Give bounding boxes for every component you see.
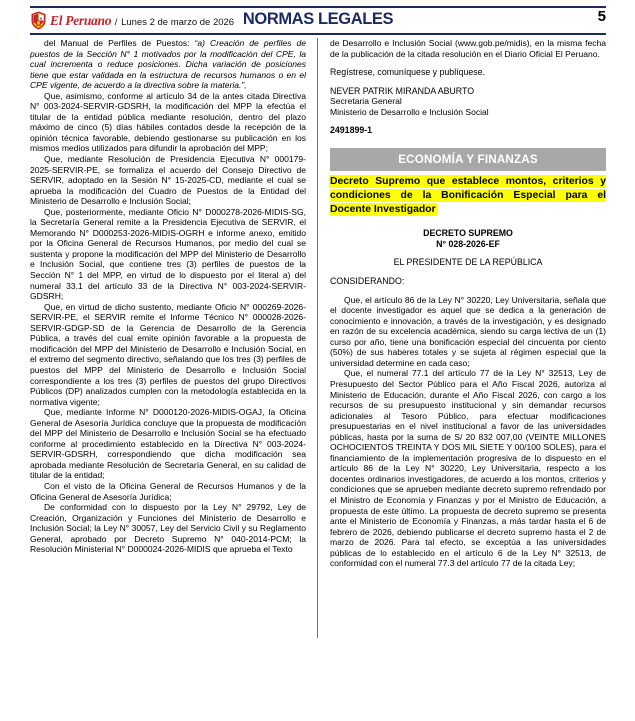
paragraph-manual-perfiles <box>30 38 306 91</box>
paragraph-conformidad: De conformidad con lo dispuesto por la Ley N° 29792, Ley de Creación, Organización y Funciones del Ministerio de Desarrollo e Inclusión Social; la Ley N° 30057, Ley del Servicio Civil y su Reglamento General, aprobado por Decreto Supremo N° 040-2014-PCM; la Resolución Ministerial N° D000024-2026-MIDIS que aprueba el Texto <box>30 502 306 555</box>
paragraph-quoted-italic: “a) Creación de perfiles de puestos de la Sección N° 1 motivados por la modificación del CPE, la cual incrementa o reduce posiciones. Dicha variación de posiciones tiene que estar validada en la estructura de recursos humanos o en el CPE vigente, de acuerdo a la directiva sobre la materia.”, <box>30 38 306 91</box>
signatory-role: Secretaria General <box>330 96 402 107</box>
publication-date: Lunes 2 de marzo de 2026 <box>121 16 235 28</box>
spacer <box>330 268 606 276</box>
paragraph-que-asimismo: Que, asimismo, conforme al artículo 34 de la antes citada Directiva N° 003-2024-SERVIR-GDSRH, la modificación del MPP la efectúa el titular de la entidad pública mediante resolución, dentro del plazo máximo de cinco (5) días hábiles contados desde la recepción de la opinión técnica favorable, debiendo gestionarse su publicación en los mismos medios utilizados para difundir la aprobación del MPP; <box>30 90 306 154</box>
considerando-label: CONSIDERANDO: <box>330 276 405 287</box>
brand-name: El Peruano <box>50 12 112 28</box>
paragraph-oficio-278: Que, posteriormente, mediante Oficio N° D000278-2026-MIDIS-SG, la Secretaría General remite a la Presidencia Ejecutiva de SERVIR, el Memorando N° D000253-2026-MIDIS-OGRH e informe anexo, emitido por la Oficina General de Recursos Humanos, por medio del cual se sustenta y propone la modificación del MPP del Ministerio de Desarrollo e Inclusión Social, que contiene tres (3) perfiles de puestos de la Sección N° 1 del MPP, en virtud de lo dispuesto por el literal a) del numeral 33.1 del artículo 33 de la Directiva N° 003-2024-SERVIR-GDSRH; <box>30 206 306 302</box>
spacer <box>330 249 606 257</box>
masthead-section-title: NORMAS LEGALES <box>242 10 394 28</box>
spacer <box>330 216 606 224</box>
document-code: 2491899-1 <box>330 125 373 136</box>
decree-heading: DECRETO SUPREMO <box>423 228 513 239</box>
masthead-rule-bottom <box>30 33 606 35</box>
signatory-name: NEVER PATRIK MIRANDA ABURTO <box>330 85 475 96</box>
paragraph-numeral-77-1: Que, el numeral 77.1 del artículo 77 de la Ley N° 32513, Ley de Presupuesto del Sector Público para el Año Fiscal 2026, autoriza al Ministerio de Educación, durante el Año Fiscal 2026, con cargo a los recursos de su presupuesto institucional y sin demandar recursos adicionales al Tesoro Público, para efectuar modificaciones presupuestarias en el nivel institucional a favor de las universidades públicas, hasta por la suma de S/ 20 832 007,00 (VEINTE MILLONES OCHOCIENTOS TREINTA Y DOS MIL SIETE Y 00/100 SOLES), para el financiamiento de la implementación progresiva de lo dispuesto en el artículo 86 de la Ley N° 30220, Ley Universitaria, respecto a los docentes ordinarios investigadores, de acuerdo a los montos, criterios y condiciones que se aprueben mediante decreto supremo refrendado por el Ministro de Economía y Finanzas y por el Ministro de Educación, a propuesta de este último. La propuesta de decreto supremo se presenta ante el Ministerio de Economía y Finanzas, a más tardar hasta el 6 de febrero de 2026, debiendo publicarse el decreto supremo hasta el 2 de marzo de 2026. Para tal efecto, se exceptúa a las universidades públicas de lo establecido en el artículo 6 de la Ley N° 32513, de conformidad con el numeral 77.3 del artículo 77 de la citada Ley; <box>330 368 606 569</box>
spacer <box>330 59 606 67</box>
decree-title-highlighted <box>330 175 606 216</box>
highlight-span: Decreto Supremo que establece montos, criterios y condiciones de la Bonificación Especial para el Docente Investigador <box>330 176 606 215</box>
paragraph-continuation: de Desarrollo e Inclusión Social (www.gob.pe/midis), en la misma fecha de la publicación de la citada resolución en el Diario Oficial El Peruano. <box>330 38 606 59</box>
signatory-entity: Ministerio de Desarrollo e Inclusión Social <box>330 106 489 117</box>
spacer <box>330 117 606 125</box>
right-column <box>330 38 606 721</box>
paragraph-resolucion-presidencia: Que, mediante Resolución de Presidencia Ejecutiva N° 000179-2025-SERVIR-PE, se formaliza el acuerdo del Consejo Directivo de SERVIR, adoptado en la Sesión N° 15-2025-CD, mediante el cual se aprueba la modificación del Cuadro de Puestos de la Entidad del Ministerio de Desarrollo e Inclusión Social; <box>30 154 306 207</box>
paragraph-visto: Con el visto de la Oficina General de Recursos Humanos y de la Oficina General de Asesoría Jurídica; <box>30 480 306 502</box>
registrese-line: Regístrese, comuníquese y publíquese. <box>330 67 486 78</box>
spacer <box>330 78 606 86</box>
paragraph-articulo-86: Que, el artículo 86 de la Ley N° 30220, Ley Universitaria, señala que el docente investigador es aquel que se dedica a la generación de conocimiento e innovación, a través de la investigación, y es designado en razón de su excelencia académica, siendo su carga lectiva de un (1) curso por año, tiene una bonificación especial del cincuenta por ciento (50%) de sus haberes totales y se sujeta al régimen especial que la universidad determine en cada caso; <box>330 294 606 368</box>
spacer <box>330 136 606 144</box>
column-gutter <box>306 38 330 721</box>
page-masthead <box>30 6 606 36</box>
section-banner-economia-finanzas: ECONOMÍA Y FINANZAS <box>330 148 606 171</box>
column-divider-rule <box>317 38 318 638</box>
decree-number: N° 028-2026-EF <box>436 238 500 249</box>
paragraph-lead-text: del Manual de Perfiles de Puestos: <box>44 38 195 48</box>
paragraph-informe-120: Que, mediante Informe N° D000120-2026-MIDIS-OGAJ, la Oficina General de Asesoría Jurídica concluye que la propuesta de modificación del MPP del Ministerio de Desarrollo e Inclusión Social se ha efectuado conforme al procedimiento establecido en la Directiva N° 003-2024-SERVIR-GDSRH, correspondiendo que dicha modificación sea aprobada mediante Resolución de Secretaría General, en su calidad de titular de la entidad; <box>30 407 306 481</box>
brand-date-separator: / <box>112 16 121 28</box>
page-number: 5 <box>597 8 606 25</box>
masthead-rule-top <box>30 6 606 8</box>
president-line: EL PRESIDENTE DE LA REPÚBLICA <box>393 257 543 268</box>
left-column <box>30 38 306 721</box>
spacer <box>330 287 606 295</box>
two-column-layout <box>30 38 606 721</box>
paragraph-oficio-269: Que, en virtud de dicho sustento, mediante Oficio N° 000269-2026-SERVIR-PE, el SERVIR remite el Informe Técnico N° 000028-2026-SERVIR-GDGP-SD de la Gerencia de Desarrollo de la Gerencia Pública, a través del cual emite opinión favorable a la propuesta de modificación del MPP del Ministerio de Desarrollo e Inclusión Social, en el extremo del segmento directivo, señalando que los tres (3) perfiles de puestos del MPP del Ministerio de Desarrollo e Inclusión Social correspondiente a los tres (3) perfiles de puestos del grupo Directivos Públicos (DP) analizados cumplen con la metodología establecida en la normativa vigente; <box>30 301 306 407</box>
